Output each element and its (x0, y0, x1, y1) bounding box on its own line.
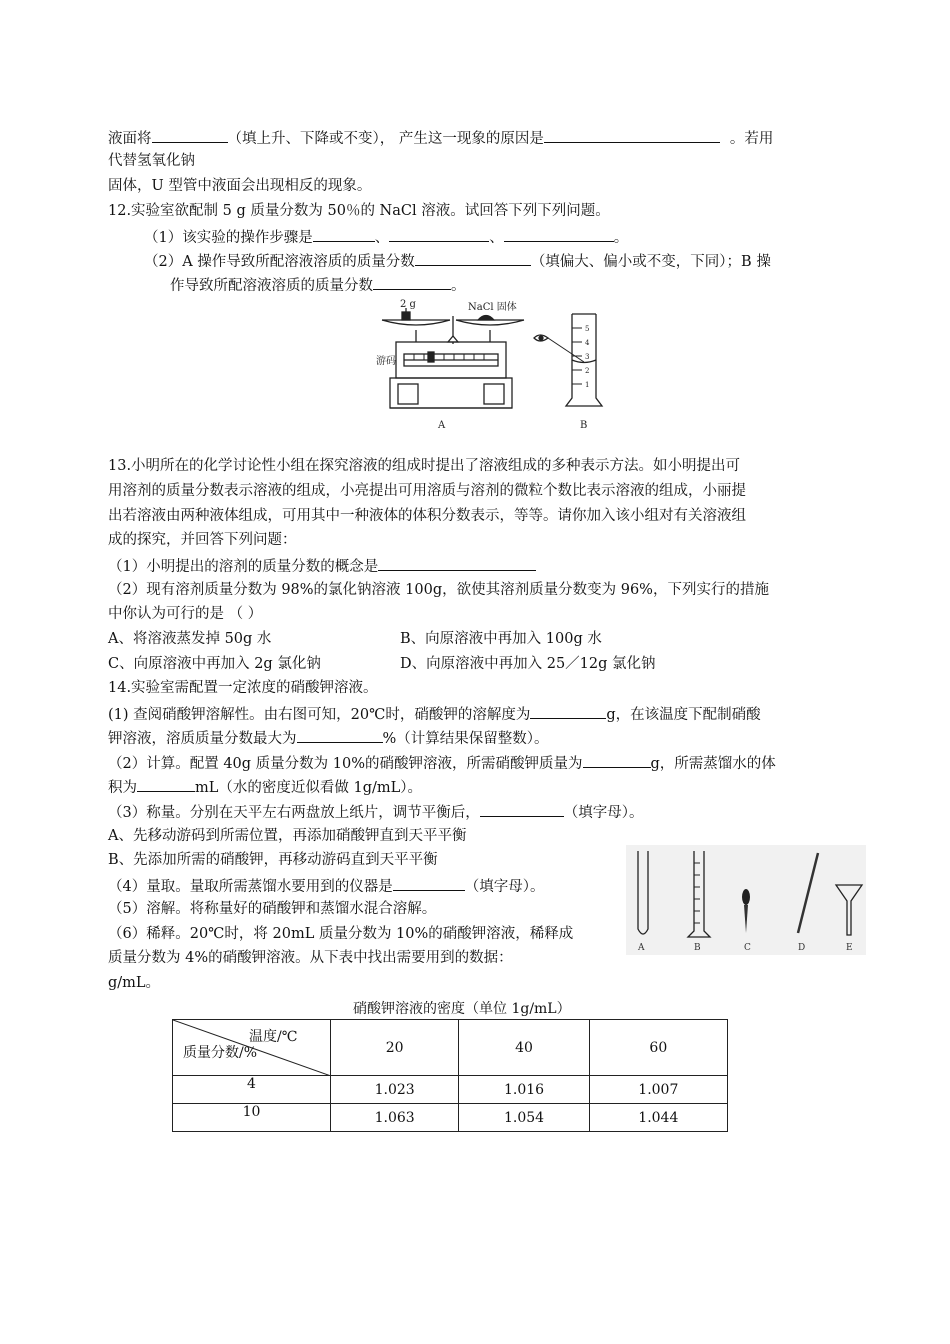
table-header-row (173, 1020, 728, 1076)
blank-weighing-order[interactable] (480, 801, 564, 817)
q14-text: g，所需蒸馏水的体 (650, 756, 776, 772)
q13-part1 (108, 555, 536, 577)
q11-text: 。若用 (729, 131, 774, 147)
temp-header: 20 (330, 1020, 458, 1076)
q14-text: （填字母）。 (464, 879, 545, 895)
q14-part6-line1: （6）稀释。20℃时，将 20mL 质量分数为 10%的硝酸钾溶液，稀释成 (108, 926, 574, 942)
weight-label: 2 g (400, 299, 416, 310)
q14-part1 (108, 703, 761, 725)
instrument-label-b: B (694, 943, 701, 953)
q14-text: 钾溶液，溶质质量分数最大为 (108, 731, 297, 747)
table-row (173, 1104, 728, 1132)
balance-icon (382, 308, 524, 408)
density-cell: 1.007 (589, 1076, 727, 1104)
blank-water-volume[interactable] (137, 776, 195, 792)
density-cell: 1.063 (330, 1104, 458, 1132)
q14-text: （2）计算。配置 40g 质量分数为 10%的硝酸钾溶液，所需硝酸钾质量为 (108, 756, 583, 772)
q12-part2-cont (170, 274, 466, 296)
q14-text: mL（水的密度近似看做 1g/mL）。 (195, 780, 423, 796)
q11-line3: 固体，U 型管中液面会出现相反的现象。 (108, 178, 372, 194)
q13-part2-line1: （2）现有溶剂质量分数为 98%的氯化钠溶液 100g，欲使其溶剂质量分数变为 96%，下列实行的措施 (108, 582, 769, 598)
instrument-label-c: C (744, 943, 751, 953)
blank-step-3[interactable] (504, 226, 614, 242)
q13-line3: 出若溶液由两种液体组成，可用其中一种液体的体积分数表示，等等。请你加入该小组对有关溶液组 (108, 508, 746, 524)
cylinder-tick: 5 (585, 325, 590, 333)
temp-header: 40 (459, 1020, 589, 1076)
q14-part2 (108, 752, 776, 774)
q14-part2-cont (108, 776, 422, 798)
figure-label-b: B (580, 420, 588, 431)
q12-text: （2）A 操作导致所配溶液溶质的质量分数 (144, 254, 415, 270)
q14-option-b[interactable]: B、先添加所需的硝酸钾，再移动游码直到天平平衡 (108, 852, 438, 868)
q14-stem: 14.实验室需配置一定浓度的硝酸钾溶液。 (108, 680, 378, 696)
blank-step-1[interactable] (313, 226, 375, 242)
instruments-figure (626, 845, 866, 955)
density-cell: 1.023 (330, 1076, 458, 1104)
q13-line1: 13.小明所在的化学讨论性小组在探究溶液的组成时提出了溶液组成的多种表示方法。如小明提出可 (108, 458, 741, 474)
instrument-label-e: E (846, 943, 853, 953)
q13-part2-line2[interactable]: 中你认为可行的是 （ ） (108, 606, 263, 622)
q14-part6-line3: g/mL。 (108, 975, 161, 991)
instrument-label-a: A (638, 943, 645, 953)
blank-max-fraction[interactable] (297, 727, 383, 743)
q12-text: 作导致所配溶液溶质的质量分数 (170, 278, 373, 294)
q11-line1 (108, 127, 773, 149)
table-row (173, 1076, 728, 1104)
q12-text: （填偏大、偏小或不变，下同）；B 操 (530, 254, 771, 270)
q12-text: （1）该实验的操作步骤是 (144, 230, 313, 246)
q12-text: 。 (451, 278, 466, 294)
fraction-cell: 4 (173, 1076, 331, 1104)
density-table (172, 1019, 728, 1132)
corner-fraction: 质量分数/% (183, 1045, 258, 1061)
q13-option-c[interactable]: C、向原溶液中再加入 2g 氯化钠 (108, 656, 321, 672)
q14-part3 (108, 801, 643, 823)
blank-liquid-level[interactable] (152, 127, 228, 143)
q14-part6-line2: 质量分数为 4%的硝酸钾溶液。从下表中找出需要用到的数据： (108, 950, 513, 966)
density-cell: 1.044 (589, 1104, 727, 1132)
graduated-cylinder-icon (534, 314, 602, 406)
q13-text: （1）小明提出的溶剂的质量分数的概念是 (108, 559, 379, 575)
q12-text: 、 (374, 230, 390, 246)
blank-solubility[interactable] (530, 703, 606, 719)
q11-text: （填上升、下降或不变）， 产生这一现象的原因是 (227, 131, 544, 147)
q14-part1-cont (108, 727, 549, 749)
nacl-label: NaCl 固体 (468, 302, 517, 313)
q13-option-b[interactable]: B、向原溶液中再加入 100g 水 (400, 631, 602, 647)
blank-reason[interactable] (544, 127, 720, 143)
blank-a-effect[interactable] (415, 250, 531, 266)
figure-label-a: A (438, 420, 446, 431)
blank-instruments[interactable] (393, 875, 465, 891)
q13-line4: 成的探究，并回答下列问题： (108, 532, 297, 548)
q13-option-d[interactable]: D、向原溶液中再加入 25／12g 氯化钠 (400, 656, 656, 672)
instrument-label-d: D (798, 943, 806, 953)
q11-line2: 代替氢氧化钠 (108, 153, 195, 169)
fraction-cell: 10 (173, 1104, 331, 1132)
q12-part2 (144, 250, 771, 272)
q12-text: 。 (613, 230, 629, 246)
q14-part4 (108, 875, 544, 897)
q12-part1 (144, 226, 628, 248)
blank-solvent-fraction[interactable] (378, 555, 536, 571)
balance-cylinder-figure (376, 298, 606, 436)
q13-line2: 用溶剂的质量分数表示溶液的组成，小亮提出可用溶质与溶剂的微粒个数比表示溶液的组成，小丽提 (108, 483, 746, 499)
q14-text: （填字母）。 (563, 805, 644, 821)
cylinder-tick: 3 (585, 353, 590, 361)
q14-option-a[interactable]: A、先移动游码到所需位置，再添加硝酸钾直到天平平衡 (108, 828, 467, 844)
cylinder-tick: 4 (585, 339, 590, 347)
blank-step-2[interactable] (389, 226, 489, 242)
density-cell: 1.016 (459, 1076, 589, 1104)
q13-option-a[interactable]: A、将溶液蒸发掉 50g 水 (108, 631, 272, 647)
rider-label: 游码 (376, 356, 396, 367)
corner-temperature: 温度/℃ (249, 1029, 298, 1045)
cylinder-tick: 2 (585, 367, 590, 375)
q12-stem: 12.实验室欲配制 5 g 质量分数为 50％的 NaCl 溶液。试回答下列下列问题。 (108, 203, 610, 219)
blank-kno3-mass[interactable] (583, 752, 651, 768)
q12-text: 、 (489, 230, 504, 246)
q14-text: 积为 (108, 780, 137, 796)
q14-text: （3）称量。分别在天平左右两盘放上纸片，调节平衡后， (108, 805, 480, 821)
q14-text: %（计算结果保留整数）。 (382, 731, 549, 747)
q14-text: （4）量取。量取所需蒸馏水要用到的仪器是 (108, 879, 393, 895)
q14-text: g，在该温度下配制硝酸 (606, 707, 761, 723)
table-corner-cell (173, 1020, 331, 1076)
cylinder-tick: 1 (585, 381, 590, 389)
q14-part5: （5）溶解。将称量好的硝酸钾和蒸馏水混合溶解。 (108, 901, 437, 917)
density-cell: 1.054 (459, 1104, 589, 1132)
q11-text: 液面将 (108, 131, 152, 147)
table-caption: 硝酸钾溶液的密度（单位 1g/mL） (353, 1001, 571, 1017)
blank-b-effect[interactable] (373, 274, 451, 290)
q14-text: (1) 查阅硝酸钾溶解性。由右图可知，20℃时，硝酸钾的溶解度为 (108, 707, 531, 723)
temp-header: 60 (589, 1020, 727, 1076)
